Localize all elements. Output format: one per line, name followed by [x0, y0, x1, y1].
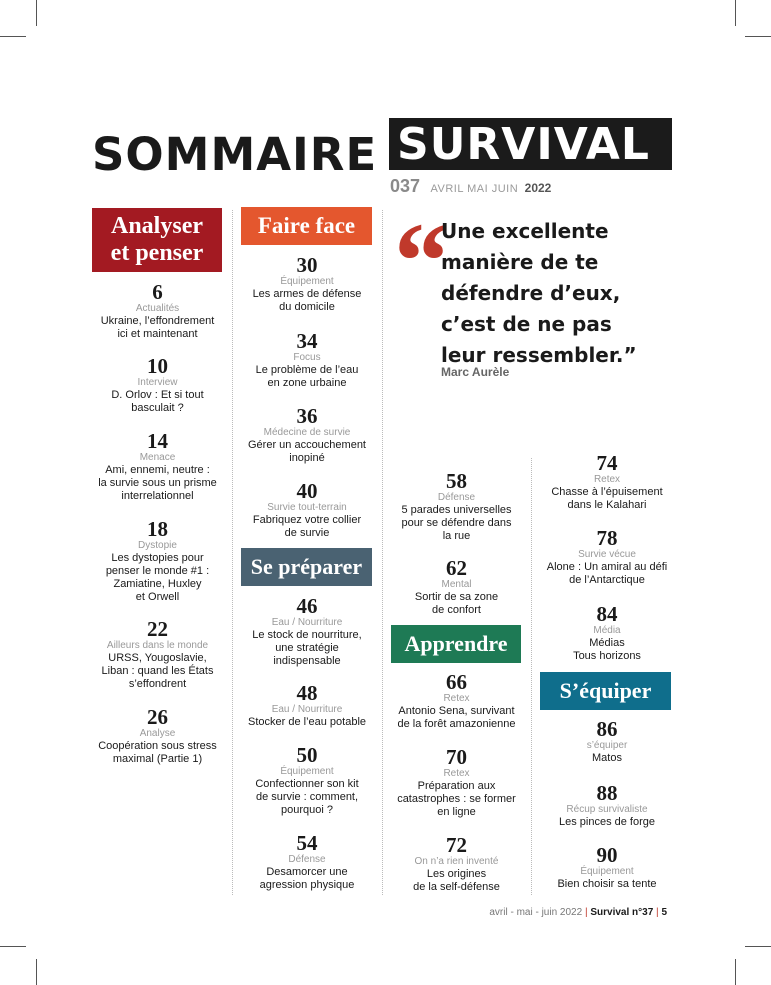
entry-title: Antonio Sena, survivant: [398, 705, 515, 717]
category: Menace: [139, 452, 176, 463]
toc-entry[interactable]: [238, 480, 376, 540]
toc-entry[interactable]: [90, 355, 225, 415]
page-number: 40: [296, 479, 318, 503]
quote-line: Une excellente: [441, 219, 609, 243]
toc-entry[interactable]: [238, 744, 376, 817]
page-number: 48: [296, 681, 318, 705]
category: Défense: [288, 854, 326, 865]
page-number: 18: [147, 517, 168, 541]
toc-entry[interactable]: [90, 281, 225, 341]
toc-entry[interactable]: [238, 405, 376, 465]
column-4: [537, 0, 677, 985]
entry-title: Médias: [589, 637, 625, 649]
entry-title: Bien choisir sa tente: [557, 878, 657, 890]
page-footer: [489, 907, 667, 918]
entry-title: Les origines: [426, 868, 487, 880]
crop-mark: [745, 946, 771, 947]
toc-entry[interactable]: [90, 706, 225, 766]
quote-line: leur ressembler.”: [441, 343, 637, 367]
toc-entry[interactable]: [90, 618, 225, 691]
category: Défense: [437, 492, 476, 503]
entry-title: Fabriquez votre collier: [252, 514, 362, 526]
page-number: 62: [446, 556, 467, 580]
toc-entry[interactable]: [537, 603, 677, 663]
crop-mark: [0, 946, 26, 947]
toc-entry[interactable]: [389, 671, 524, 731]
footer-date: avril - mai - juin 2022: [489, 907, 583, 918]
entry-title: catastrophes : se former: [397, 793, 516, 805]
category: Eau / Nourriture: [271, 704, 343, 715]
entry-title: Les armes de défense: [252, 288, 362, 300]
entry-title: 5 parades universelles: [401, 504, 512, 516]
entry-title: s’effondrent: [128, 678, 187, 690]
toc-entry[interactable]: [389, 557, 524, 617]
crop-mark: [36, 0, 37, 26]
page-number: 78: [596, 526, 618, 550]
quote-author: Marc Aurèle: [441, 365, 510, 379]
category: Interview: [137, 377, 178, 388]
entry-title: indispensable: [273, 655, 341, 667]
quote-line: c’est de ne pas: [441, 312, 612, 336]
entry-title: en zone urbaine: [267, 377, 347, 389]
page-number: 88: [596, 781, 618, 805]
footer-separator: |: [584, 907, 588, 918]
category: Médecine de survie: [263, 427, 351, 438]
section-label-line1: Analyser: [111, 213, 203, 239]
page-number: 74: [596, 451, 618, 475]
entry-title: Matos: [592, 752, 622, 764]
entry-title: Ami, ennemi, neutre :: [105, 464, 210, 476]
page-number: 10: [147, 354, 168, 378]
entry-title: une stratégie: [275, 642, 339, 654]
category: Survie vécue: [578, 549, 636, 560]
entry-title: penser le monde #1 :: [105, 565, 210, 577]
footer-issue: Survival n°37: [590, 907, 654, 918]
toc-entry[interactable]: [238, 595, 376, 668]
category: Retex: [443, 768, 470, 779]
toc-entry[interactable]: [537, 527, 677, 587]
footer-separator: |: [656, 907, 659, 918]
category: Analyse: [139, 728, 176, 739]
entry-title: Les dystopies pour: [111, 552, 204, 564]
crop-mark: [745, 36, 771, 37]
page-number: 22: [147, 617, 168, 641]
entry-title: Les pinces de forge: [558, 816, 655, 828]
category: Focus: [293, 352, 321, 363]
category: Média: [593, 625, 621, 636]
toc-entry[interactable]: [90, 518, 225, 604]
entry-title: Le stock de nourriture,: [252, 629, 362, 641]
page-number: 54: [296, 831, 318, 855]
category: Ailleurs dans le monde: [106, 640, 209, 651]
column-divider: [382, 210, 383, 895]
entry-title: Sortir de sa zone: [414, 591, 499, 603]
entry-title: de survie: [284, 527, 330, 539]
crop-mark: [735, 0, 736, 26]
entry-title: pourquoi ?: [281, 804, 333, 816]
toc-entry[interactable]: [238, 682, 376, 729]
entry-title: ici et maintenant: [117, 328, 198, 340]
magazine-name: SURVIVAL: [397, 119, 650, 170]
section-label-line2: et penser: [110, 240, 204, 266]
entry-title: Préparation aux: [417, 780, 496, 792]
category: Mental: [441, 579, 472, 590]
category: Retex: [593, 474, 621, 485]
toc-entry[interactable]: [537, 782, 677, 829]
entry-title: et Orwell: [135, 591, 180, 603]
entry-title: Ukraine, l’effondrement: [100, 315, 215, 327]
page-number: 66: [446, 670, 467, 694]
entry-title: Stocker de l’eau potable: [247, 716, 367, 728]
crop-mark: [36, 959, 37, 985]
column-divider: [531, 458, 532, 895]
toc-entry[interactable]: [389, 834, 524, 894]
page-title: SOMMAIRE: [92, 128, 378, 181]
entry-title: du domicile: [279, 301, 335, 313]
entry-title: dans le Kalahari: [567, 499, 647, 511]
entry-title: de l’Antarctique: [569, 574, 645, 586]
entry-title: URSS, Yougoslavie,: [108, 652, 207, 664]
entry-title: Desamorcer une: [266, 866, 348, 878]
page-number: 70: [446, 745, 467, 769]
category: Retex: [443, 693, 470, 704]
entry-title: Tous horizons: [573, 650, 641, 662]
entry-title: Liban : quand les États: [101, 665, 214, 677]
category: Équipement: [580, 866, 634, 877]
entry-title: D. Orlov : Et si tout: [111, 389, 204, 401]
column-2: [238, 0, 376, 985]
quote-line: défendre d’eux,: [441, 281, 621, 305]
page-number: 26: [147, 705, 168, 729]
entry-title: en ligne: [437, 806, 476, 818]
column-3: [389, 0, 524, 985]
entry-title: Confectionner son kit: [255, 778, 359, 790]
entry-title: Coopération sous stress: [98, 740, 217, 752]
page-number: 34: [296, 329, 318, 353]
toc-entry[interactable]: [238, 330, 376, 390]
entry-title: Gérer un accouchement: [247, 439, 366, 451]
column-divider: [232, 210, 233, 895]
crop-mark: [735, 959, 736, 985]
quote-mark: “: [394, 200, 449, 322]
section-label: Faire face: [257, 213, 356, 238]
category: Récup survivaliste: [566, 804, 648, 815]
toc-entry[interactable]: [537, 718, 677, 765]
page-number: 46: [296, 594, 318, 618]
entry-title: Le problème de l’eau: [255, 364, 359, 376]
entry-title: agression physique: [259, 879, 355, 891]
entry-title: Alone : Un amiral au défi: [546, 561, 668, 573]
entry-title: pour se défendre dans: [401, 517, 512, 529]
entry-title: de confort: [432, 604, 481, 616]
page-number: 84: [596, 602, 618, 626]
issue-number: 037: [390, 176, 421, 196]
category: s’équiper: [586, 740, 628, 751]
entry-title: de survie : comment,: [255, 791, 359, 803]
page-number: 6: [152, 280, 163, 304]
entry-title: la survie sous un prisme: [98, 477, 217, 489]
page-number: 30: [296, 253, 318, 277]
category: On n’a rien inventé: [414, 856, 499, 867]
column-1: [90, 0, 225, 985]
page-number: 50: [296, 743, 318, 767]
entry-title: de la self-défense: [413, 881, 500, 893]
category: Actualités: [135, 303, 180, 314]
section-label: Se préparer: [250, 554, 363, 579]
category: Équipement: [280, 276, 334, 287]
page-number: 72: [446, 833, 467, 857]
page-number: 36: [296, 404, 318, 428]
entry-title: Chasse à l’épuisement: [551, 486, 663, 498]
section-label: S’équiper: [559, 678, 652, 703]
entry-title: la rue: [442, 530, 471, 542]
footer-page-number: 5: [661, 907, 667, 918]
quote-line: manière de te: [441, 250, 599, 274]
entry-title: basculait ?: [131, 402, 184, 414]
toc-entry[interactable]: [238, 832, 376, 892]
issue-months: AVRIL MAI JUIN: [430, 183, 519, 195]
category: Eau / Nourriture: [271, 617, 343, 628]
entry-title: interrelationnel: [121, 490, 194, 502]
entry-title: maximal (Partie 1): [112, 753, 203, 765]
issue-year: 2022: [524, 181, 552, 195]
page-number: 14: [147, 429, 168, 453]
entry-title: Zamiatine, Huxley: [113, 578, 202, 590]
category: Survie tout-terrain: [267, 502, 347, 513]
toc-entry[interactable]: [389, 470, 524, 543]
entry-title: de la forêt amazonienne: [397, 718, 516, 730]
toc-entry[interactable]: [90, 430, 225, 503]
section-label: Apprendre: [404, 631, 508, 656]
toc-entry[interactable]: [537, 844, 677, 891]
category: Équipement: [280, 766, 334, 777]
crop-mark: [0, 36, 26, 37]
page-number: 58: [446, 469, 467, 493]
entry-title: inopiné: [289, 452, 325, 464]
toc-entry[interactable]: [389, 746, 524, 819]
page-number: 90: [596, 843, 618, 867]
toc-entry[interactable]: [537, 452, 677, 512]
toc-entry[interactable]: [238, 254, 376, 314]
category: Dystopie: [138, 540, 177, 551]
page-number: 86: [596, 717, 618, 741]
